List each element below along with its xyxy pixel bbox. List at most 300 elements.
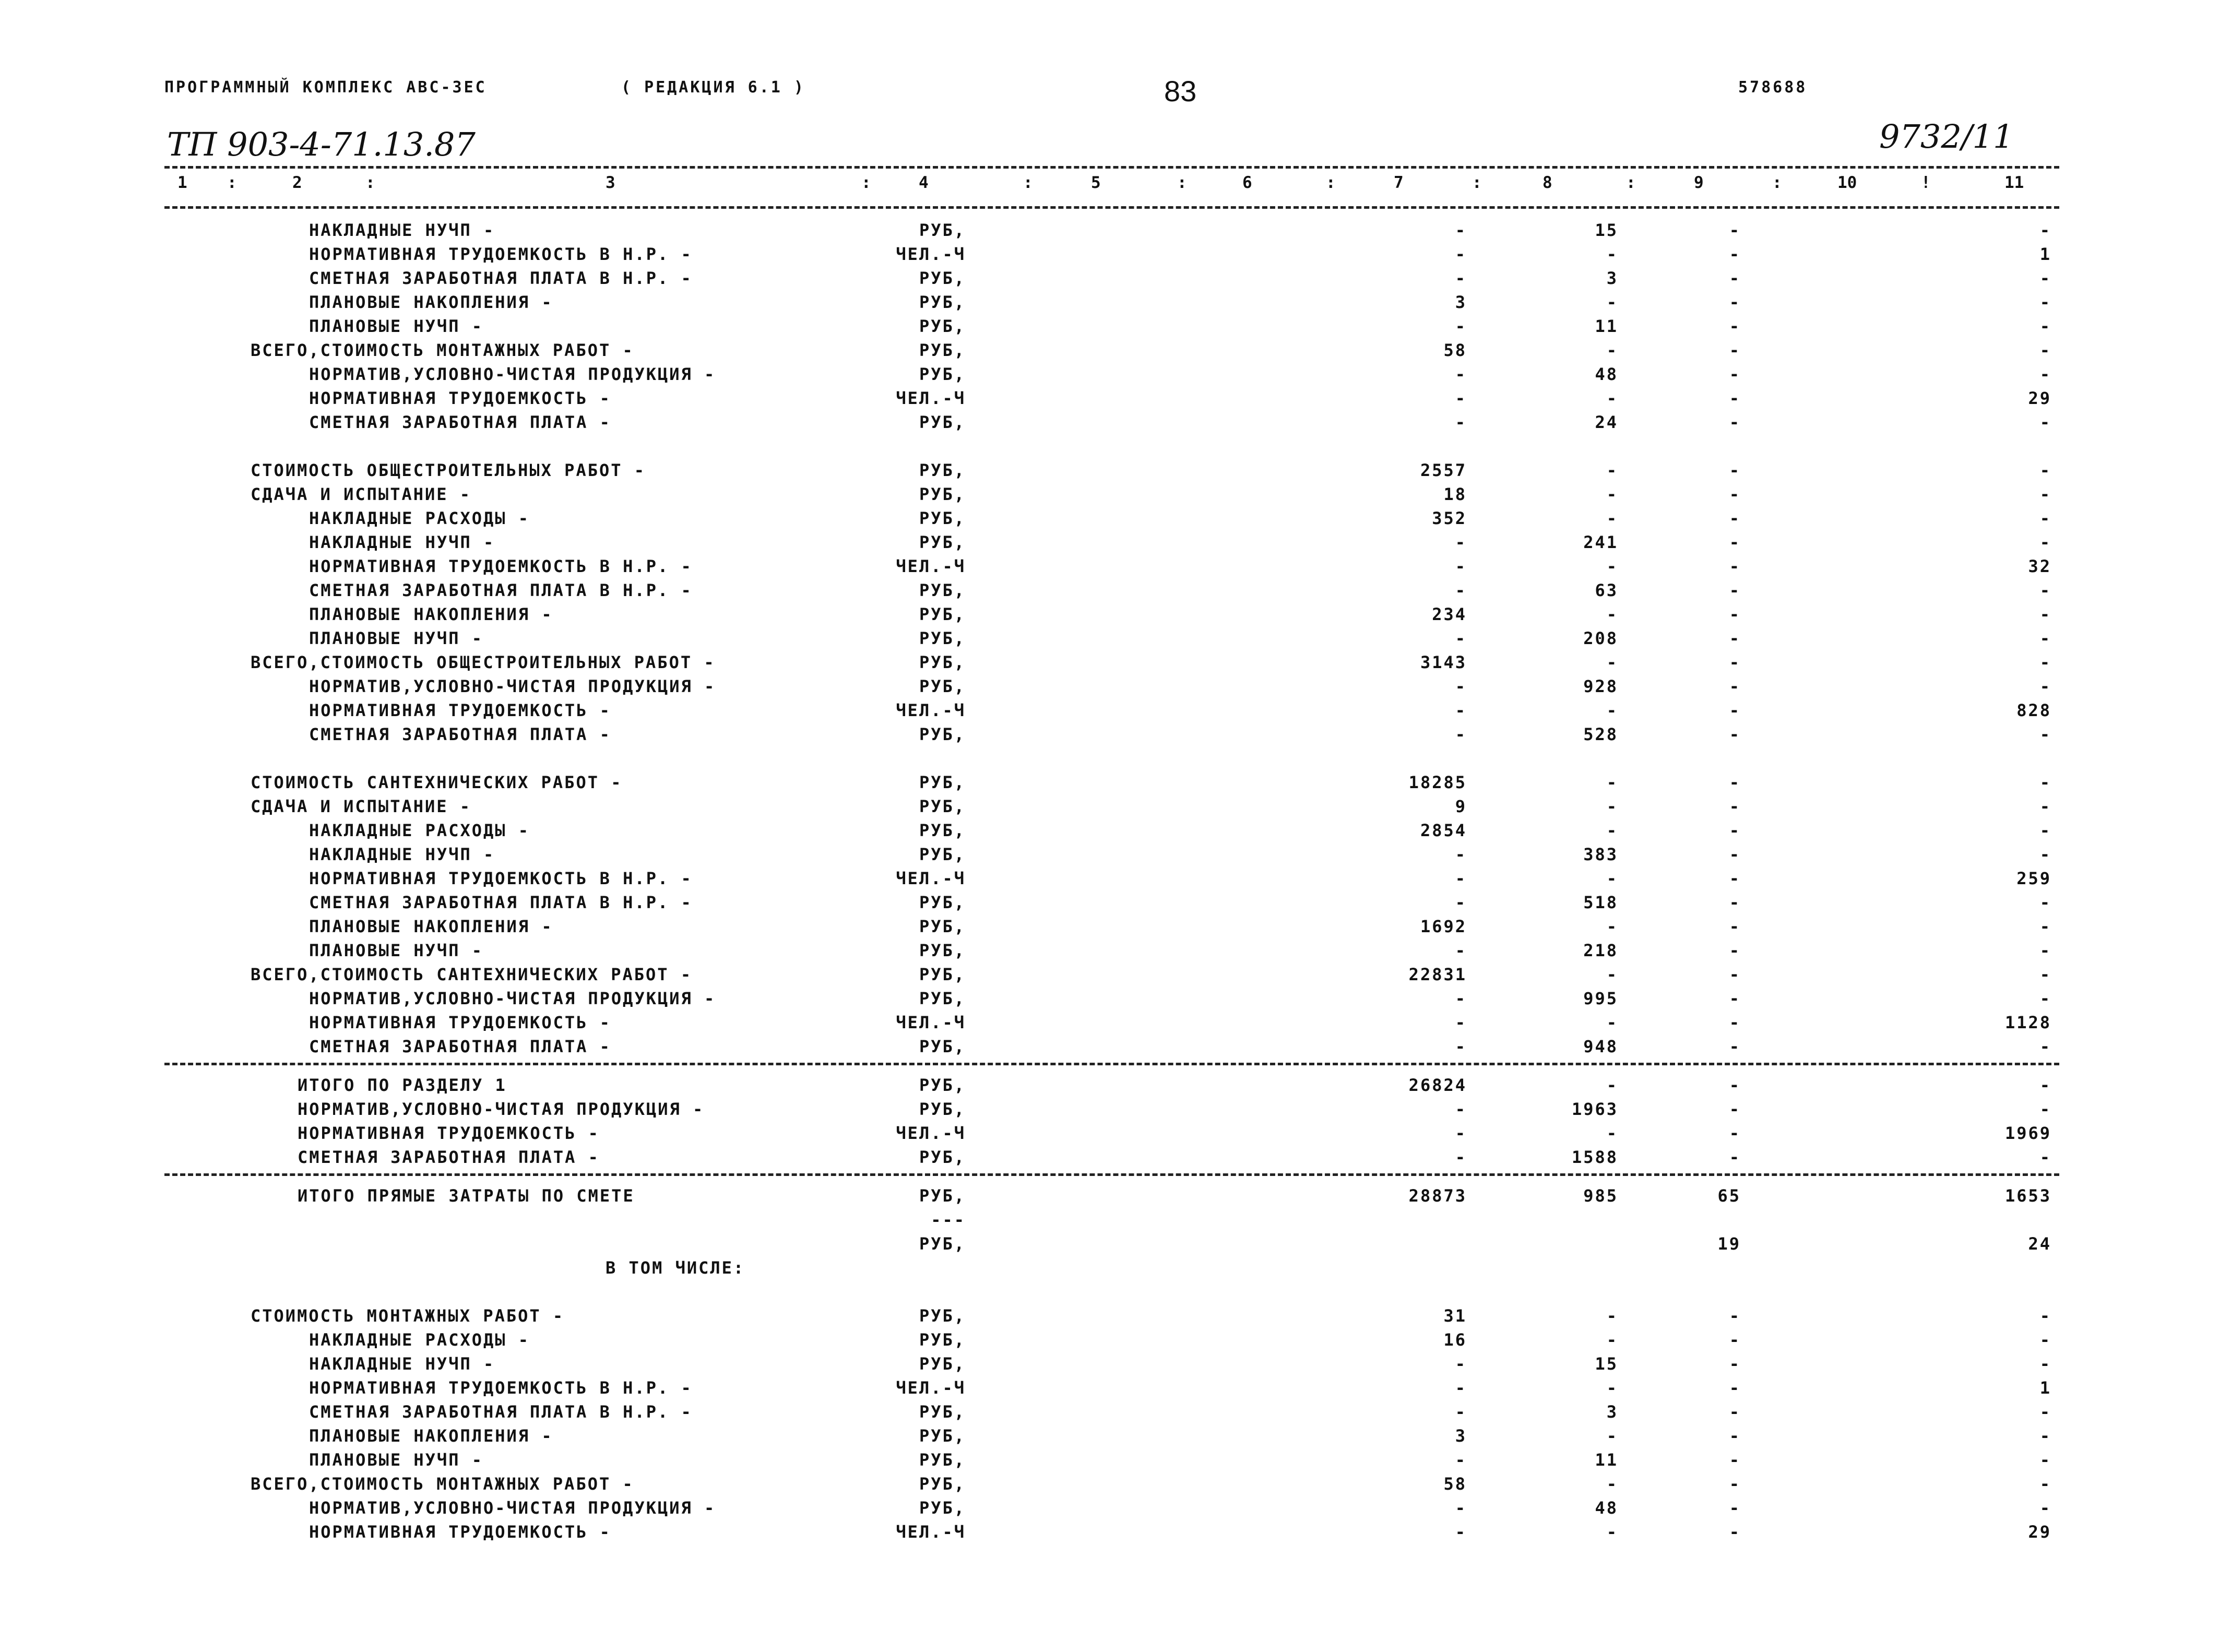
- row-unit: РУБ,: [919, 941, 966, 960]
- cell-col9: -: [1729, 412, 1741, 432]
- row-name: НОРМАТИВ,УСЛОВНО-ЧИСТАЯ ПРОДУКЦИЯ -: [309, 1498, 716, 1518]
- row-name: ВСЕГО,СТОИМОСТЬ МОНТАЖНЫХ РАБОТ -: [251, 340, 634, 360]
- row-name: ПЛАНОВЫЕ НАКОПЛЕНИЯ -: [309, 604, 553, 624]
- program-title: ПРОГРАММНЫЙ КОМПЛЕКС АВС-ЗЕС: [164, 78, 487, 97]
- cell-col9: -: [1729, 1123, 1741, 1143]
- column-number: 4: [919, 173, 929, 192]
- cell-col8: -: [1606, 1013, 1618, 1032]
- column-separator: :: [1177, 173, 1187, 192]
- table-row: [0, 218, 2219, 242]
- cell-col9: -: [1729, 821, 1741, 840]
- cell-col9: -: [1729, 1013, 1741, 1032]
- table-row: [0, 290, 2219, 314]
- row-unit: РУБ,: [919, 460, 966, 480]
- cell-col7: 18: [1443, 484, 1467, 504]
- table-row: [0, 314, 2219, 338]
- table-row: [0, 1011, 2219, 1035]
- cell-col9: -: [1729, 388, 1741, 408]
- cell-col8: 948: [1583, 1037, 1618, 1056]
- cell-col9: -: [1729, 1426, 1741, 1446]
- row-unit: РУБ,: [919, 292, 966, 312]
- cell-col7: 3: [1455, 1426, 1467, 1446]
- cell-col8: 15: [1595, 1354, 1618, 1374]
- cell-col9: -: [1729, 1522, 1741, 1542]
- table-row: [0, 1400, 2219, 1424]
- cell-col8: 208: [1583, 628, 1618, 648]
- cell-col9: -: [1729, 917, 1741, 936]
- column-separator: :: [1023, 173, 1033, 192]
- section-rule: [164, 1063, 2059, 1065]
- table-row: [0, 1073, 2219, 1097]
- table-row: [0, 1035, 2219, 1059]
- cell-col7: -: [1455, 580, 1467, 600]
- cell-col11: -: [2039, 532, 2051, 552]
- cell-col9: -: [1729, 1147, 1741, 1167]
- table-row: [0, 1496, 2219, 1520]
- row-name: НОРМАТИВНАЯ ТРУДОЕМКОСТЬ В Н.Р. -: [309, 556, 693, 576]
- cell-col11: 1: [2039, 1378, 2051, 1398]
- cell-col11: -: [2039, 460, 2051, 480]
- table-row: [0, 722, 2219, 746]
- row-unit: РУБ,: [919, 917, 966, 936]
- row-unit: РУБ,: [919, 1099, 966, 1119]
- cell-col9: -: [1729, 893, 1741, 912]
- row-unit: РУБ,: [919, 1147, 966, 1167]
- row-unit: РУБ,: [919, 1498, 966, 1518]
- row-name: НОРМАТИВНАЯ ТРУДОЕМКОСТЬ -: [309, 1522, 611, 1542]
- row-name: СДАЧА И ИСПЫТАНИЕ -: [251, 484, 472, 504]
- table-row: [0, 1208, 2219, 1232]
- table-row: [0, 242, 2219, 266]
- table-row: [0, 1352, 2219, 1376]
- cell-col9: -: [1729, 580, 1741, 600]
- row-unit: РУБ,: [919, 220, 966, 240]
- cell-col7: -: [1455, 1147, 1467, 1167]
- table-row: [0, 818, 2219, 842]
- table-row: [0, 674, 2219, 698]
- row-name: СТОИМОСТЬ МОНТАЖНЫХ РАБОТ -: [251, 1306, 565, 1326]
- top-rule: [164, 166, 2059, 169]
- cell-col7: -: [1455, 628, 1467, 648]
- row-unit: РУБ,: [919, 1330, 966, 1350]
- table-row: [0, 362, 2219, 386]
- row-unit: РУБ,: [919, 1450, 966, 1470]
- row-unit: РУБ,: [919, 1234, 966, 1254]
- cell-col11: -: [2039, 652, 2051, 672]
- cell-col11: -: [2039, 1037, 2051, 1056]
- cell-col11: -: [2039, 1306, 2051, 1326]
- cell-col7: -: [1455, 869, 1467, 888]
- column-separator: :: [1326, 173, 1336, 192]
- cell-col7: 1692: [1420, 917, 1467, 936]
- cell-col9: 65: [1717, 1186, 1741, 1206]
- row-unit: РУБ,: [919, 652, 966, 672]
- row-name: СМЕТНАЯ ЗАРАБОТНАЯ ПЛАТА -: [309, 1037, 611, 1056]
- table-row: [0, 842, 2219, 866]
- row-unit: РУБ,: [919, 845, 966, 864]
- cell-col7: -: [1455, 724, 1467, 744]
- row-unit: РУБ,: [919, 893, 966, 912]
- table-row: [0, 554, 2219, 578]
- cell-col11: -: [2039, 412, 2051, 432]
- sheet-code-handwritten: 9732/11: [1879, 117, 2014, 156]
- cell-col11: -: [2039, 1330, 2051, 1350]
- cell-col8: 63: [1595, 580, 1618, 600]
- cell-col7: -: [1455, 1378, 1467, 1398]
- cell-col7: 2557: [1420, 460, 1467, 480]
- row-name: СТОИМОСТЬ ОБЩЕСТРОИТЕЛЬНЫХ РАБОТ -: [251, 460, 646, 480]
- cell-col8: -: [1606, 340, 1618, 360]
- row-name: НАКЛАДНЫЕ НУЧП -: [309, 220, 495, 240]
- cell-col9: -: [1729, 340, 1741, 360]
- column-number: 3: [606, 173, 615, 192]
- row-name: В ТОМ ЧИСЛЕ:: [606, 1258, 745, 1278]
- row-name: ВСЕГО,СТОИМОСТЬ ОБЩЕСТРОИТЕЛЬНЫХ РАБОТ -: [251, 652, 716, 672]
- cell-col7: -: [1455, 1099, 1467, 1119]
- column-separator: :: [861, 173, 871, 192]
- column-number: 8: [1542, 173, 1552, 192]
- row-name: НОРМАТИВНАЯ ТРУДОЕМКОСТЬ -: [309, 388, 611, 408]
- row-name: НОРМАТИВНАЯ ТРУДОЕМКОСТЬ -: [309, 1013, 611, 1032]
- row-name: ВСЕГО,СТОИМОСТЬ САНТЕХНИЧЕСКИХ РАБОТ -: [251, 965, 693, 984]
- table-row: [0, 386, 2219, 410]
- cell-col9: 19: [1717, 1234, 1741, 1254]
- cell-col8: 928: [1583, 676, 1618, 696]
- cell-col7: -: [1455, 845, 1467, 864]
- column-separator: !: [1921, 173, 1931, 192]
- table-row: [0, 890, 2219, 914]
- row-name: ПЛАНОВЫЕ НУЧП -: [309, 316, 483, 336]
- document-code: 578688: [1738, 78, 1808, 97]
- column-number: 5: [1091, 173, 1101, 192]
- cell-col11: -: [2039, 724, 2051, 744]
- cell-col9: -: [1729, 724, 1741, 744]
- cell-col11: 24: [2028, 1234, 2051, 1254]
- cell-col11: -: [2039, 1498, 2051, 1518]
- cell-col9: -: [1729, 1498, 1741, 1518]
- cell-col11: -: [2039, 1075, 2051, 1095]
- cell-col7: -: [1455, 316, 1467, 336]
- cell-col11: -: [2039, 1099, 2051, 1119]
- cell-col8: -: [1606, 1378, 1618, 1398]
- cell-col8: -: [1606, 772, 1618, 792]
- cell-col11: -: [2039, 628, 2051, 648]
- cell-col7: -: [1455, 893, 1467, 912]
- row-name: НОРМАТИВНАЯ ТРУДОЕМКОСТЬ -: [309, 700, 611, 720]
- cell-col7: 9: [1455, 797, 1467, 816]
- cell-col9: -: [1729, 604, 1741, 624]
- cell-col11: -: [2039, 484, 2051, 504]
- row-name: СТОИМОСТЬ САНТЕХНИЧЕСКИХ РАБОТ -: [251, 772, 623, 792]
- table-row: [0, 578, 2219, 602]
- row-unit: РУБ,: [919, 1354, 966, 1374]
- row-unit: РУБ,: [919, 532, 966, 552]
- row-name: СДАЧА И ИСПЫТАНИЕ -: [251, 797, 472, 816]
- cell-col8: -: [1606, 652, 1618, 672]
- cell-col9: -: [1729, 700, 1741, 720]
- column-number: 10: [1837, 173, 1857, 192]
- row-unit: РУБ,: [919, 1075, 966, 1095]
- cell-col8: 1963: [1571, 1099, 1618, 1119]
- table-row: [0, 650, 2219, 674]
- cell-col7: 234: [1432, 604, 1467, 624]
- cell-col7: -: [1455, 364, 1467, 384]
- row-unit: РУБ,: [919, 797, 966, 816]
- cell-col7: -: [1455, 220, 1467, 240]
- row-unit: РУБ,: [919, 1186, 966, 1206]
- cell-col7: 28873: [1408, 1186, 1467, 1206]
- cell-col8: 995: [1583, 989, 1618, 1008]
- table-row: [0, 482, 2219, 506]
- row-unit: РУБ,: [919, 268, 966, 288]
- cell-col9: -: [1729, 1378, 1741, 1398]
- cell-col11: -: [2039, 268, 2051, 288]
- cell-col7: 2854: [1420, 821, 1467, 840]
- cell-col11: 29: [2028, 388, 2051, 408]
- cell-col8: 528: [1583, 724, 1618, 744]
- cell-col11: -: [2039, 797, 2051, 816]
- cell-col7: -: [1455, 989, 1467, 1008]
- row-unit: РУБ,: [919, 772, 966, 792]
- cell-col8: 1588: [1571, 1147, 1618, 1167]
- cell-col7: -: [1455, 700, 1467, 720]
- table-row: [0, 914, 2219, 938]
- cell-col7: 18285: [1408, 772, 1467, 792]
- cell-col9: -: [1729, 1450, 1741, 1470]
- row-name: НОРМАТИВ,УСЛОВНО-ЧИСТАЯ ПРОДУКЦИЯ -: [298, 1099, 705, 1119]
- table-row: [0, 530, 2219, 554]
- cell-col11: -: [2039, 220, 2051, 240]
- cell-col7: 22831: [1408, 965, 1467, 984]
- cell-col8: -: [1606, 1075, 1618, 1095]
- row-unit: ЧЕЛ.-Ч: [896, 1013, 966, 1032]
- cell-col11: 828: [2016, 700, 2051, 720]
- row-unit: РУБ,: [919, 1306, 966, 1326]
- cell-col8: -: [1606, 460, 1618, 480]
- table-row: [0, 1424, 2219, 1448]
- row-unit: РУБ,: [919, 1037, 966, 1056]
- cell-col11: -: [2039, 1474, 2051, 1494]
- cell-col7: -: [1455, 1450, 1467, 1470]
- cell-col11: -: [2039, 364, 2051, 384]
- row-unit: ЧЕЛ.-Ч: [896, 388, 966, 408]
- cell-col8: 3: [1606, 268, 1618, 288]
- cell-col7: -: [1455, 244, 1467, 264]
- table-row: [0, 1520, 2219, 1544]
- cell-col11: -: [2039, 580, 2051, 600]
- header-rule: [164, 206, 2059, 209]
- table-row: [0, 1097, 2219, 1121]
- row-unit: РУБ,: [919, 484, 966, 504]
- cell-col9: -: [1729, 508, 1741, 528]
- cell-col8: 48: [1595, 1498, 1618, 1518]
- cell-col7: 352: [1432, 508, 1467, 528]
- cell-col7: -: [1455, 1354, 1467, 1374]
- cell-col9: -: [1729, 989, 1741, 1008]
- column-number: 1: [177, 173, 187, 192]
- row-name: НАКЛАДНЫЕ РАСХОДЫ -: [309, 1330, 530, 1350]
- cell-col8: -: [1606, 869, 1618, 888]
- cell-col9: -: [1729, 797, 1741, 816]
- cell-col7: 58: [1443, 1474, 1467, 1494]
- cell-col11: -: [2039, 893, 2051, 912]
- cell-col8: 218: [1583, 941, 1618, 960]
- cell-col9: -: [1729, 244, 1741, 264]
- cell-col11: -: [2039, 965, 2051, 984]
- cell-col7: 3: [1455, 292, 1467, 312]
- row-name: ПЛАНОВЫЕ НАКОПЛЕНИЯ -: [309, 1426, 553, 1446]
- row-unit: РУБ,: [919, 412, 966, 432]
- cell-col9: -: [1729, 364, 1741, 384]
- cell-col7: 16: [1443, 1330, 1467, 1350]
- table-row: [0, 338, 2219, 362]
- row-name: СМЕТНАЯ ЗАРАБОТНАЯ ПЛАТА В Н.Р. -: [309, 268, 693, 288]
- cell-col8: 985: [1583, 1186, 1618, 1206]
- cell-col9: -: [1729, 220, 1741, 240]
- cell-col8: 11: [1595, 316, 1618, 336]
- cell-col7: -: [1455, 1037, 1467, 1056]
- row-unit: РУБ,: [919, 340, 966, 360]
- cell-col11: -: [2039, 941, 2051, 960]
- column-separator: :: [1772, 173, 1782, 192]
- row-unit: ЧЕЛ.-Ч: [896, 556, 966, 576]
- row-unit: РУБ,: [919, 1426, 966, 1446]
- row-unit: ЧЕЛ.-Ч: [896, 1378, 966, 1398]
- cell-col8: -: [1606, 1330, 1618, 1350]
- row-unit: РУБ,: [919, 989, 966, 1008]
- row-unit: РУБ,: [919, 604, 966, 624]
- table-row: [0, 1145, 2219, 1169]
- cell-col9: -: [1729, 1306, 1741, 1326]
- cell-col8: 24: [1595, 412, 1618, 432]
- table-row: [0, 1256, 2219, 1280]
- row-name: НАКЛАДНЫЕ НУЧП -: [309, 845, 495, 864]
- cell-col11: -: [2039, 1426, 2051, 1446]
- row-name: НОРМАТИВ,УСЛОВНО-ЧИСТАЯ ПРОДУКЦИЯ -: [309, 676, 716, 696]
- cell-col8: -: [1606, 797, 1618, 816]
- cell-col9: -: [1729, 772, 1741, 792]
- row-name: СМЕТНАЯ ЗАРАБОТНАЯ ПЛАТА В Н.Р. -: [309, 580, 693, 600]
- table-row: [0, 1328, 2219, 1352]
- cell-col8: -: [1606, 1426, 1618, 1446]
- cell-col9: -: [1729, 1037, 1741, 1056]
- cell-col8: 518: [1583, 893, 1618, 912]
- cell-col9: -: [1729, 941, 1741, 960]
- row-name: ПЛАНОВЫЕ НУЧП -: [309, 628, 483, 648]
- column-number: 2: [292, 173, 302, 192]
- column-separator: :: [1472, 173, 1482, 192]
- column-number: 6: [1242, 173, 1252, 192]
- cell-col7: -: [1455, 676, 1467, 696]
- table-row: [0, 1304, 2219, 1328]
- cell-col9: -: [1729, 1354, 1741, 1374]
- cell-col11: -: [2039, 1147, 2051, 1167]
- row-unit: РУБ,: [919, 724, 966, 744]
- cell-col9: -: [1729, 965, 1741, 984]
- row-name: ПЛАНОВЫЕ НУЧП -: [309, 941, 483, 960]
- cell-col8: -: [1606, 1306, 1618, 1326]
- table-row: [0, 410, 2219, 434]
- cell-col7: -: [1455, 532, 1467, 552]
- table-row: [0, 506, 2219, 530]
- row-unit: РУБ,: [919, 364, 966, 384]
- row-unit: РУБ,: [919, 508, 966, 528]
- row-name: НАКЛАДНЫЕ РАСХОДЫ -: [309, 508, 530, 528]
- row-unit: ЧЕЛ.-Ч: [896, 244, 966, 264]
- cell-col8: 383: [1583, 845, 1618, 864]
- table-row: [0, 1184, 2219, 1208]
- project-code-handwritten: ТП 903-4-71.13.87: [167, 125, 476, 163]
- cell-col7: 3143: [1420, 652, 1467, 672]
- cell-col9: -: [1729, 1099, 1741, 1119]
- cell-col8: -: [1606, 917, 1618, 936]
- table-row: [0, 794, 2219, 818]
- row-name: НОРМАТИВ,УСЛОВНО-ЧИСТАЯ ПРОДУКЦИЯ -: [309, 989, 716, 1008]
- edition-label: ( РЕДАКЦИЯ 6.1 ): [621, 78, 805, 97]
- cell-col9: -: [1729, 268, 1741, 288]
- cell-col11: 29: [2028, 1522, 2051, 1542]
- cell-col8: 48: [1595, 364, 1618, 384]
- table-row: [0, 1448, 2219, 1472]
- row-unit: РУБ,: [919, 1474, 966, 1494]
- row-unit: РУБ,: [919, 821, 966, 840]
- cell-col11: -: [2039, 292, 2051, 312]
- cell-col11: -: [2039, 316, 2051, 336]
- row-name: НОРМАТИВНАЯ ТРУДОЕМКОСТЬ В Н.Р. -: [309, 1378, 693, 1398]
- cell-col11: -: [2039, 917, 2051, 936]
- row-name: НОРМАТИВНАЯ ТРУДОЕМКОСТЬ В Н.Р. -: [309, 244, 693, 264]
- row-unit: РУБ,: [919, 580, 966, 600]
- row-name: НОРМАТИВНАЯ ТРУДОЕМКОСТЬ -: [298, 1123, 600, 1143]
- cell-col8: -: [1606, 292, 1618, 312]
- table-row: [0, 266, 2219, 290]
- row-unit: ЧЕЛ.-Ч: [896, 869, 966, 888]
- row-name: СМЕТНАЯ ЗАРАБОТНАЯ ПЛАТА -: [309, 724, 611, 744]
- cell-col8: -: [1606, 604, 1618, 624]
- cell-col7: -: [1455, 1522, 1467, 1542]
- cell-col11: -: [2039, 845, 2051, 864]
- cell-col8: 15: [1595, 220, 1618, 240]
- cell-col9: -: [1729, 628, 1741, 648]
- cell-col8: 11: [1595, 1450, 1618, 1470]
- row-unit: РУБ,: [919, 316, 966, 336]
- cell-col8: -: [1606, 700, 1618, 720]
- cell-col11: -: [2039, 1354, 2051, 1374]
- row-unit: РУБ,: [919, 628, 966, 648]
- column-separator: :: [227, 173, 237, 192]
- row-unit: ---: [931, 1210, 966, 1230]
- table-row: [0, 866, 2219, 890]
- cell-col8: -: [1606, 508, 1618, 528]
- cell-col9: -: [1729, 1402, 1741, 1422]
- cell-col7: -: [1455, 388, 1467, 408]
- table-row: [0, 962, 2219, 987]
- cell-col8: 3: [1606, 1402, 1618, 1422]
- row-unit: РУБ,: [919, 965, 966, 984]
- column-separator: :: [365, 173, 375, 192]
- cell-col11: 32: [2028, 556, 2051, 576]
- cell-col8: -: [1606, 556, 1618, 576]
- cell-col11: -: [2039, 772, 2051, 792]
- cell-col9: -: [1729, 676, 1741, 696]
- section-rule: [164, 1173, 2059, 1176]
- table-row: [0, 602, 2219, 626]
- row-name: СМЕТНАЯ ЗАРАБОТНАЯ ПЛАТА В Н.Р. -: [309, 1402, 693, 1422]
- cell-col7: -: [1455, 1013, 1467, 1032]
- row-name: ПЛАНОВЫЕ НАКОПЛЕНИЯ -: [309, 292, 553, 312]
- row-name: НАКЛАДНЫЕ НУЧП -: [309, 532, 495, 552]
- row-unit: ЧЕЛ.-Ч: [896, 700, 966, 720]
